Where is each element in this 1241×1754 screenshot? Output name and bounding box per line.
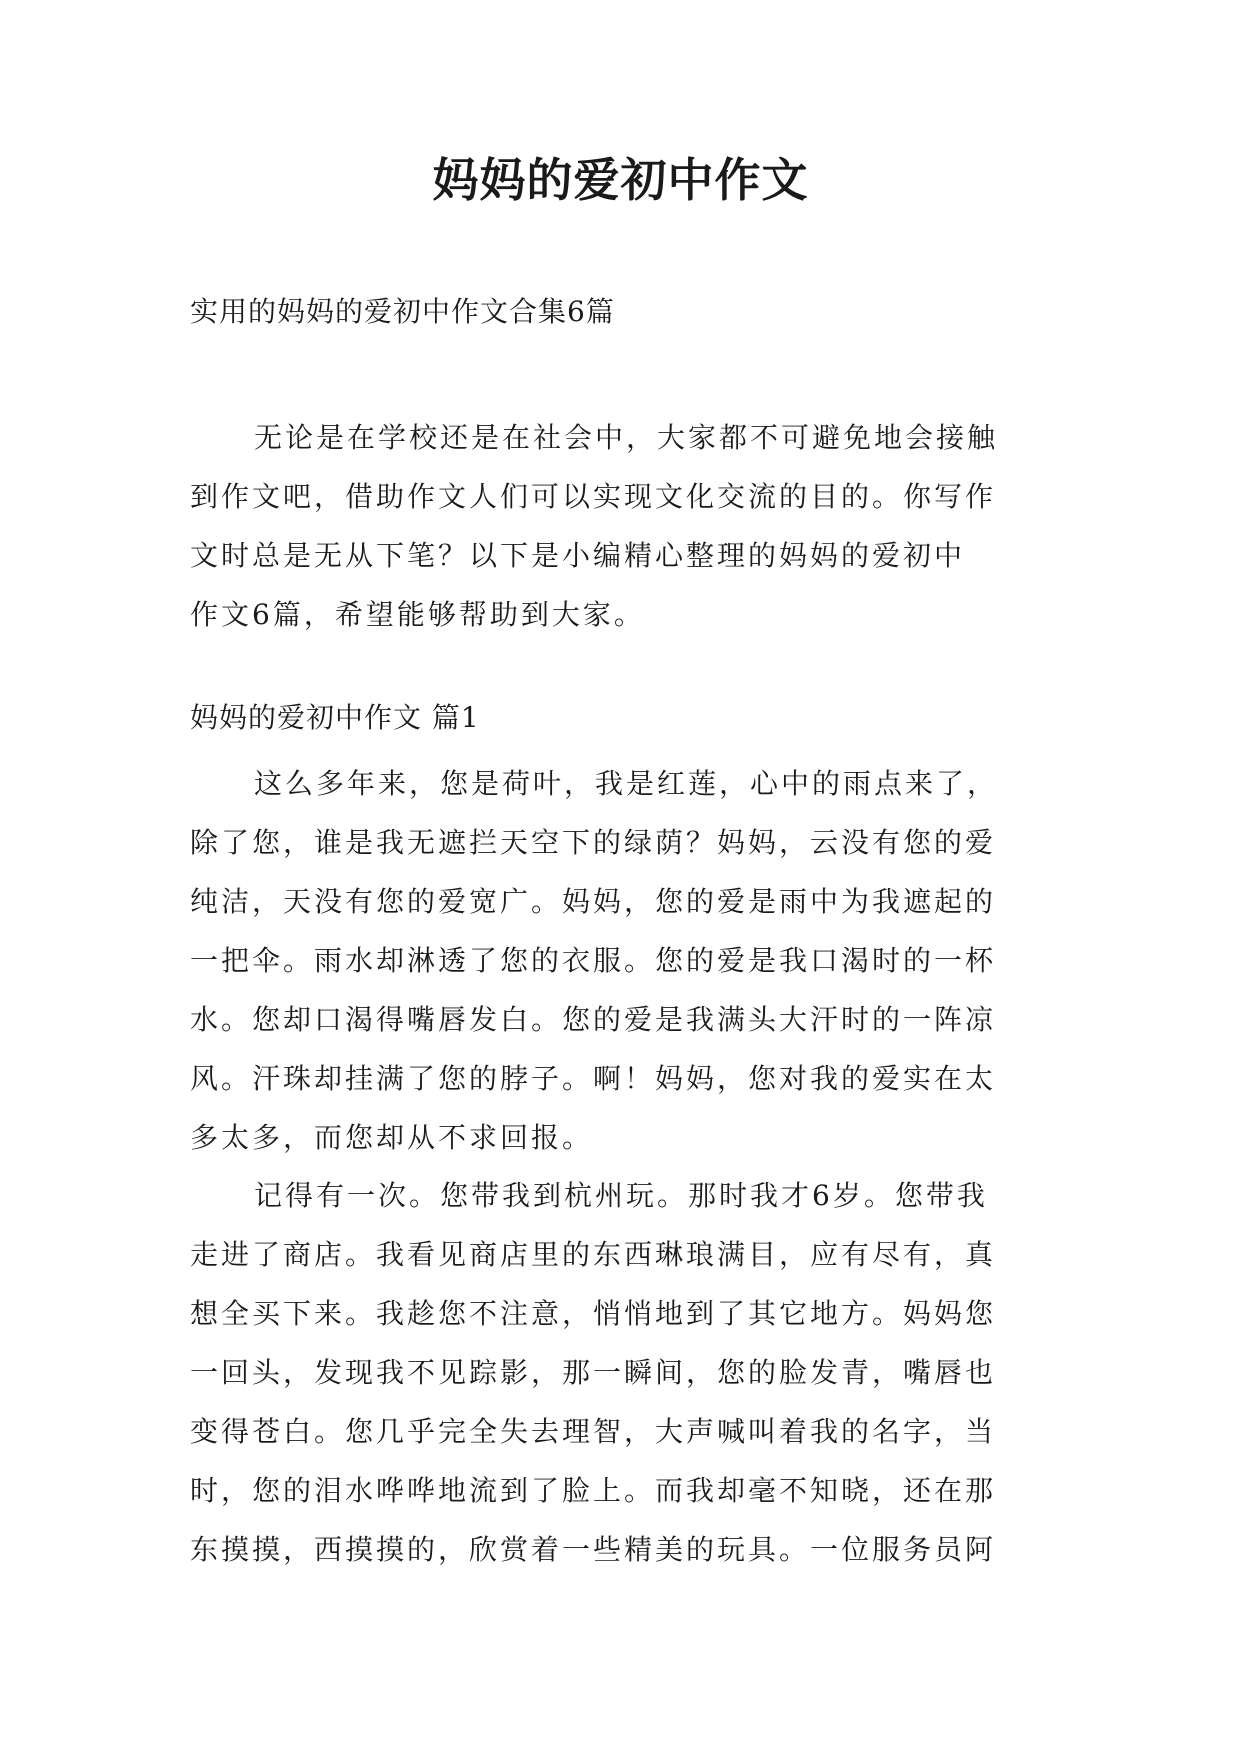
paragraph-line: 一回头，发现我不见踪影，那一瞬间，您的脸发青，嘴唇也 xyxy=(190,1356,997,1389)
paragraph-line: 纯洁，天没有您的爱宽广。妈妈，您的爱是雨中为我遮起的 xyxy=(190,885,997,918)
paragraph-line: 记得有一次。您带我到杭州玩。那时我才6岁。您带我 xyxy=(254,1179,988,1212)
paragraph-line: 无论是在学校还是在社会中，大家都不可避免地会接触 xyxy=(254,421,999,454)
paragraph-line: 一把伞。雨水却淋透了您的衣服。您的爱是我口渴时的一杯 xyxy=(190,944,997,977)
section-heading: 妈妈的爱初中作文 篇1 xyxy=(190,701,480,734)
paragraph-line: 东摸摸，西摸摸的，欣赏着一些精美的玩具。一位服务员阿 xyxy=(190,1533,997,1566)
paragraph-line: 走进了商店。我看见商店里的东西琳琅满目，应有尽有，真 xyxy=(190,1238,997,1271)
paragraph-line: 多太多，而您却从不求回报。 xyxy=(190,1121,594,1154)
paragraph-line: 变得苍白。您几乎完全失去理智，大声喊叫着我的名字，当 xyxy=(190,1415,997,1448)
paragraph-line: 想全买下来。我趁您不注意，悄悄地到了其它地方。妈妈您 xyxy=(190,1297,997,1330)
intro-paragraph xyxy=(190,408,1052,644)
document-subtitle: 实用的妈妈的爱初中作文合集6篇 xyxy=(190,295,615,328)
document-title: 妈妈的爱初中作文 xyxy=(432,153,809,207)
paragraph-line: 到作文吧，借助作文人们可以实现文化交流的目的。你写作 xyxy=(190,480,997,513)
paragraph-line: 除了您，谁是我无遮拦天空下的绿荫？妈妈，云没有您的爱 xyxy=(190,826,997,859)
paragraph-line: 这么多年来，您是荷叶，我是红莲，心中的雨点来了， xyxy=(254,767,999,800)
body-paragraph-1 xyxy=(190,754,1052,1167)
paragraph-line: 水。您却口渴得嘴唇发白。您的爱是我满头大汗时的一阵凉 xyxy=(190,1003,997,1036)
paragraph-line: 时，您的泪水哗哗地流到了脸上。而我却毫不知晓，还在那 xyxy=(190,1474,997,1507)
paragraph-line: 作文6篇，希望能够帮助到大家。 xyxy=(190,598,645,631)
body-paragraph-2 xyxy=(190,1166,1052,1579)
paragraph-line: 文时总是无从下笔？以下是小编精心整理的妈妈的爱初中 xyxy=(190,539,966,572)
paragraph-line: 风。汗珠却挂满了您的脖子。啊！妈妈，您对我的爱实在太 xyxy=(190,1062,997,1095)
